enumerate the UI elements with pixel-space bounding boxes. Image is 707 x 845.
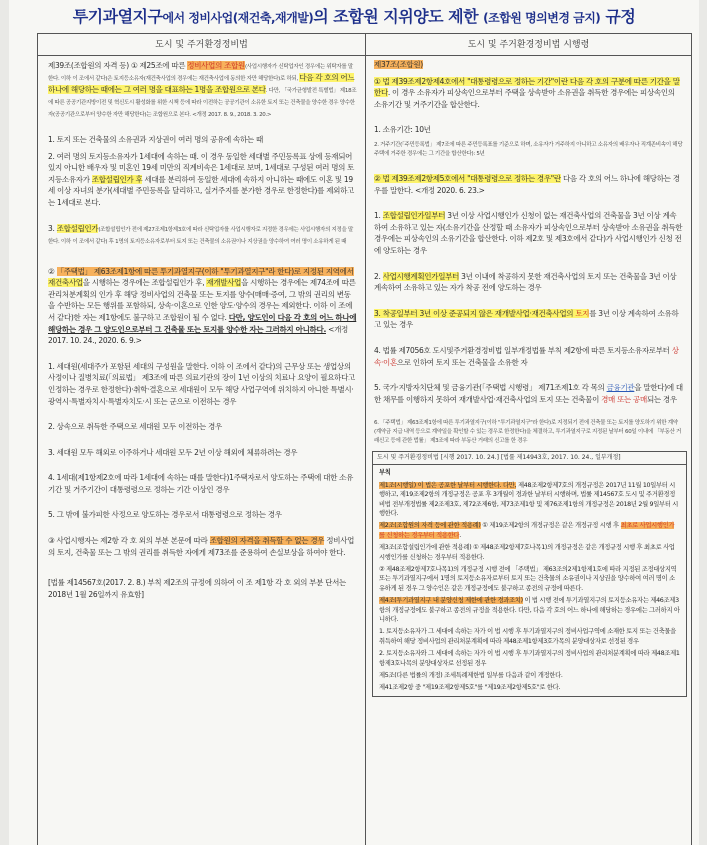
left-column-content	[38, 56, 365, 600]
art39-text-a: 제39조(조합원의 자격 등) ① 제25조에 따른	[48, 61, 188, 70]
art37-title-text: 제37조(조합원)	[374, 60, 423, 69]
r1-item-2: 2. 거주기간(「주민등록법」 제7조에 따른 주민등록표를 기준으로 하며, 소유자가 거주하지 아니하고 소유자의 배우자나 직계존비속이 해당 주택에 거주한 경우에는 그 기간을 합산한다): 5년	[374, 141, 683, 157]
document-page	[9, 0, 699, 845]
p2-text-c: 을 시행하는 경우에는 제74조에 따른 관리처분계획의 인가 후 해당 정비사업의 건축물 또는 토지를 양수(매매·증여, 그 밖의 권리의 변동을 수반하는 모든 행위를 포함하되, 상속·이혼으로 인한 양도·양수의 경우는 제외한다. 이하 이 조에서 같다)한 자는 제1항에도 불구하고 조합원이 될 수 없다.	[48, 278, 356, 322]
right-column-content	[366, 56, 691, 446]
p2-highlight-reconstruction: 재건축사업	[48, 278, 83, 288]
title-paren: (재건축,재개발)	[232, 11, 314, 25]
art39-highlight-2: 다음 각 호의 어느 하나에 해당하는 때에는 그 여러 명을 대표하는 1명을 조합원으로 본다	[48, 73, 355, 94]
item2-text-b: 세대를 분리하여 동일한 세대에 속하지 아니하는 때에도 이혼 및 19세 이상 자녀의 분가(세대별 주민등록을 달리하고, 실거주지를 분가한 경우로 한정한다)를 제외하고는 1세대로 본다.	[48, 174, 354, 207]
left-column-header: 도시 및 주거환경정비법	[38, 34, 365, 56]
r2-i5-underline: 금융기관	[606, 383, 635, 393]
item3-text-b: (조합설립인가 전에 제27조제1항제3호에 따라 신탁업자를 사업시행자로 지정한 경우에는 사업시행자의 지정을 말한다. 이하 이 조에서 같다) 후 1명의 토지등소유자로부터 토지 또는 건축물의 소유권이나 지상권을 양수하여 여러 명이 소유하게 된 때	[48, 226, 354, 245]
addenda-article-3-2: ② 제48조제2항제7호나목1)의 개정규정 시행 전에 「주택법」 제63조의2제1항제1호에 따라 지정된 조정대상지역 또는 투기과열지구에서 1명의 토지등소유자로부터 토지 또는 건축물의 소유권이나 지상권을 양수하여 여러 명이 소유하게 된 경우 그 양수인은 같은 개정규정에도 불구하고 종전의 규정에 따른다.	[379, 565, 677, 592]
r2-item-6: 6. 「주택법」 제63조제1항에 따른 투기과열지구(이하 "투기과열지구"라 한다)로 지정되기 전에 건축물 또는 토지를 양도하기 위한 계약(계약금 지급 내역 등으로 계약일을 확인할 수 있는 경우로 한정한다)을 체결하고, 투기과열지구로 지정된 날부터 60일 이내에 「부동산 거래신고 등에 관한 법률」 제3조에 따라 부동산 거래의 신고를 한 경우	[374, 420, 682, 445]
left-column	[38, 34, 366, 845]
article-37-title	[374, 59, 683, 71]
r2-i5-text-b: 을 말한다)에 대한 채무를 이행하지 못하여 재개발사업·재건축사업의 토지 또는 건축물이	[374, 383, 683, 404]
addenda-a2-end: .	[459, 531, 461, 539]
p2-list-item-5: 5. 그 밖에 불가피한 사정으로 양도하는 경우로서 대통령령으로 정하는 경우	[48, 510, 282, 520]
p3-text-a: ③ 사업시행자는 제2항 각 호 외의 부분 본문에 따라	[48, 536, 210, 546]
r1-item-1: 1. 소유기간: 10년	[374, 125, 431, 135]
r2-i2-text: 3년 이내에 착공하지 못한 재건축사업의 토지 또는 건축물을 3년 이상 계속하여 소유하고 있는 자가 착공 전에 양도하는 경우	[374, 271, 677, 293]
addenda-a2-red: 최초로 사업시행인가를 신청하는 경우부터 적용한다	[379, 522, 675, 539]
r2-item-2	[374, 271, 683, 294]
addenda-article-5-text: 제41조제2항 중 "제19조제2항제5호"를 "제19조제2항제5호"로 한다.	[379, 684, 561, 692]
art37-paragraph-2	[374, 173, 683, 196]
r2-i5-red: 경매 또는 공매	[601, 394, 647, 404]
addenda-a1-text: 제48조제2항제7호의 개정규정은 2017년 11월 10일부터 시행하고, 제19조제2항의 개정규정은 공포 후 3개월이 경과한 날부터 시행하며, 법률 제14567호 도시 및 주거환경정비법 전부개정법률 제2조제3호, 제72조제6항, 제73조제1항 및 제76조제1항의 개정규정은 2018년 2월 9일부터 시행한다.	[379, 481, 679, 517]
addenda-article-2	[379, 521, 680, 540]
title-mid: 에서 정비사업	[162, 11, 233, 25]
r2-item-5	[374, 382, 683, 405]
r2-text-b: 다음 각 호의 어느 하나에 해당하는 경우를 말한다. <개정 2020. 6. 23.>	[374, 173, 680, 195]
art39-paragraph-2	[48, 266, 357, 347]
addenda-title: 부칙	[379, 469, 391, 477]
addenda-box-body	[373, 465, 686, 693]
title-sub: (조합원 명의변경 금지)	[483, 11, 601, 25]
art37-paragraph-1	[374, 76, 683, 111]
art39-text-c: . 다만, 「국가균형발전 특별법」 제18조에 따른 공공기관지방이전 및 혁신도시 활성화를 위한 시책 등에 따라 이전하는 공공기관이 소유한 토지 또는 건축물을 양수한 경우 양수한 자(공공기관으로부터 양수한 자만 해당한다)는 조합원으로 본다. <개정 2017. 8. 9., 2018. 3. 20.>	[48, 88, 357, 118]
addenda-a4-item-1: 1. 토지등소유자가 그 세대에 속하는 자가 이 법 시행 후 투기과열지구의 정비사업구역에 소재한 토지 또는 건축물을 취득하여 해당 정비사업의 관리처분계획에 따라 제48조제1항제3호가목의 분양대상자로 선정된 경우	[379, 628, 676, 645]
law-comparison-table	[37, 33, 692, 845]
title-main: 투기과열지구	[72, 7, 163, 26]
r2-highlight: ② 법 제39조제2항제5호에서 "대통령령으로 정하는 경우"란	[374, 173, 561, 183]
p2-text-e: <개정 2017. 10. 24., 2020. 6. 9.>	[48, 324, 348, 346]
art39-paragraph-3	[48, 535, 357, 558]
right-column	[366, 34, 691, 845]
art39-item-1: 1. 토지 또는 건축물의 소유권과 지상권이 여러 명의 공유에 속하는 때	[48, 135, 263, 144]
p2-text-d: 다만, 양도인이 다음 각 호의 어느 하나에 해당하는 경우 그 양도인으로부터 그 건축물 또는 토지를 양수한 자는 그러하지 아니하다.	[48, 312, 357, 334]
p2-text-a: ②	[48, 266, 57, 276]
addenda-article-3: 제3조(조합설립인가에 관한 적용례) ① 제48조제2항제7호나목1)의 개정규정은 같은 개정규정 시행 후 최초로 사업시행인가를 신청하는 경우부터 적용한다.	[379, 544, 675, 561]
addenda-a2-highlight: 제2조(조합원의 자격 등에 관한 적용례)	[379, 522, 481, 530]
addenda-box	[372, 451, 687, 697]
p2-list-item-2: 2. 상속으로 취득한 주택으로 세대원 모두 이전하는 경우	[48, 422, 222, 432]
art39-item-2	[48, 151, 357, 209]
item2-highlight: 조합설립인가 후	[91, 174, 143, 184]
r2-item-3	[374, 308, 683, 331]
right-column-header: 도시 및 주거환경정비법 시행령	[366, 34, 691, 56]
addenda-box-header: 도시 및 주거환경정비법 [시행 2017. 10. 24.] [법률 제14943호, 2017. 10. 24., 일부개정]	[373, 452, 686, 465]
p3-highlight: 조합원의 자격을 취득할 수 없는 경우	[209, 536, 325, 546]
item2-text-a: 2. 여러 명의 토지등소유자가 1세대에 속하는 때. 이 경우 동일한 세대별 주민등록표 상에 등재되어 있지 아니한 배우자 및 미혼인 19세 미만의 직계비속은 1세대로 보며, 1세대로 구성된 여러 명의 토지등소유자가	[48, 151, 355, 184]
r2-i4-red: 상속·이혼	[374, 345, 679, 367]
item3-text-a: 3.	[48, 223, 57, 233]
r2-i1-highlight: 조합설립인가일부터	[382, 211, 446, 221]
item3-highlight: 조합설립인가	[56, 223, 99, 233]
document-title	[9, 4, 699, 27]
title-mid2: 의 조합원 지위양도 제한	[313, 7, 479, 26]
r2-i1-num: 1.	[374, 211, 383, 221]
r2-i3-highlight: 3. 착공일부터 3년 이상 준공되지 않은 재개발사업·재건축사업의	[374, 308, 576, 318]
title-end: 규정	[600, 7, 636, 26]
r2-i3-text: 를 3년 이상 계속하여 소유하고 있는 경우	[374, 308, 679, 330]
r2-i3-red: 토지	[575, 308, 590, 318]
r2-i5-text-c: 되는 경우	[646, 394, 677, 404]
addenda-a1-highlight: 제1조(시행일) 이 법은 공포한 날부터 시행한다. 다만,	[379, 481, 517, 489]
addenda-article-4	[379, 596, 680, 624]
r2-i5-text-a: 5. 국가·지방자치단체 및 금융기관(「주택법 시행령」 제71조제1호 각 목의	[374, 383, 607, 393]
addenda-a4-item-2: 2. 토지등소유자와 그 세대에 속하는 자가 이 법 시행 후 투기과열지구의 정비사업의 관리처분계획에 따라 제48조제1항제3호나목의 분양대상자로 선정된 경우	[379, 650, 680, 667]
art39-highlight-1: 정비사업의 조합원	[187, 61, 245, 70]
r2-i1-text: 3년 이상 사업시행인가 신청이 없는 재건축사업의 건축물을 3년 이상 계속하여 소유하고 있는 자(소유기간을 산정할 때 소유자가 피상속인으로부터 상속받아 소유권을 취득한 경우에는 피상속인의 소유기간을 합산한다. 이하 제2호 및 제3호에서 같다)가 사업시행인가 신청 전에 양도하는 경우	[374, 211, 683, 255]
r2-i2-num: 2.	[374, 271, 383, 281]
p3-text-b: 정비사업의 토지, 건축물 또는 그 밖의 권리를 취득한 자에게 제73조를 준용하여 손실보상을 하여야 한다.	[48, 536, 355, 557]
r2-i2-highlight: 사업시행계획인가일부터	[382, 271, 460, 281]
p2-list-item-4: 4. 1세대(제1항제2호에 따라 1세대에 속하는 때를 말한다)1주택자로서 양도하는 주택에 대한 소유기간 및 거주기간이 대통령령으로 정하는 기간 이상인 경우	[48, 473, 354, 494]
addenda-article-1	[379, 481, 680, 519]
r2-item-1	[374, 210, 683, 256]
r1-text-b: . 이 경우 소유자가 피상속인으로부터 주택을 상속받아 소유권을 취득한 경우에는 피상속인의 소유기간 및 거주기간을 합산한다.	[374, 88, 675, 109]
left-footer-note: [법률 제14567호(2017. 2. 8.) 부칙 제2조의 규정에 의하여 이 조 제1항 각 호 외의 부분 단서는 2018년 1월 26일까지 유효함]	[48, 578, 346, 599]
addenda-a4-text: 이 법 시행 전에 투기과열지구의 토지등소유자는 제46조제3항의 개정규정에도 불구하고 종전의 규정을 적용한다. 다만, 다음 각 호의 어느 하나에 해당하는 경우에는 그러하지 아니하다.	[379, 597, 680, 623]
p2-text-b: 을 시행하는 경우에는 조합설립인가 후,	[82, 278, 207, 288]
art39-item-3	[48, 223, 357, 247]
addenda-a4-highlight: 제4조(투기과열지구 내 분양신청 제한에 관한 경과조치)	[379, 597, 523, 605]
r2-i4-text-a: 4. 법률 제7056호 도시및주거환경정비법 일부개정법률 부칙 제2항에 따른 토지등소유자로부터	[374, 345, 672, 355]
addenda-article-5: 제5조(다른 법률의 개정) 조세특례제한법 일부를 다음과 같이 개정한다.	[379, 672, 563, 679]
p2-highlight-redevelopment: 재개발사업	[206, 278, 242, 288]
p2-list-item-1: 1. 세대원(세대주가 포함된 세대의 구성원을 말한다. 이하 이 조에서 같다)의 근무상 또는 생업상의 사정이나 질병치료(「의료법」 제3조에 따른 의료기관의 장이 1년 이상의 치료나 요양이 필요하다고 인정하는 경우로 한정한다)·취학·결혼으로 세대원이 모두 해당 사업구역에 위치하지 아니한 특별시·광역시·특별자치시·특별자치도·시 또는 군으로 이전하는 경우	[48, 361, 355, 406]
p2-list-item-3: 3. 세대원 모두 해외로 이주하거나 세대원 모두 2년 이상 해외에 체류하려는 경우	[48, 447, 298, 457]
r2-item-4	[374, 345, 683, 368]
r1-highlight: ① 법 제39조제2항제4호에서 "대통령령으로 정하는 기간"이란 다음 각 호의 구분에 따른 기간을 말한다	[374, 76, 680, 98]
p2-highlight-zone: 「주택법」 제63조제1항에 따른 투기과열지구(이하 "투기과열지구"라 한다)로 지정된 지역에서	[56, 266, 354, 276]
addenda-a2-text: ① 제19조제2항의 개정규정은 같은 개정규정 시행 후	[480, 522, 621, 530]
r2-i4-text-b: 으로 인하여 토지 또는 건축물을 소유한 자	[396, 357, 528, 367]
article-39-paragraph-1	[48, 60, 357, 120]
art39-text-b: (사업시행자가 신탁업자인 경우에는 위탁자를 말한다. 이하 이 조에서 같다)은 토지등소유자(재건축사업의 경우에는 재건축사업에 동의한 자만 해당한다)로 하되,	[48, 64, 353, 82]
